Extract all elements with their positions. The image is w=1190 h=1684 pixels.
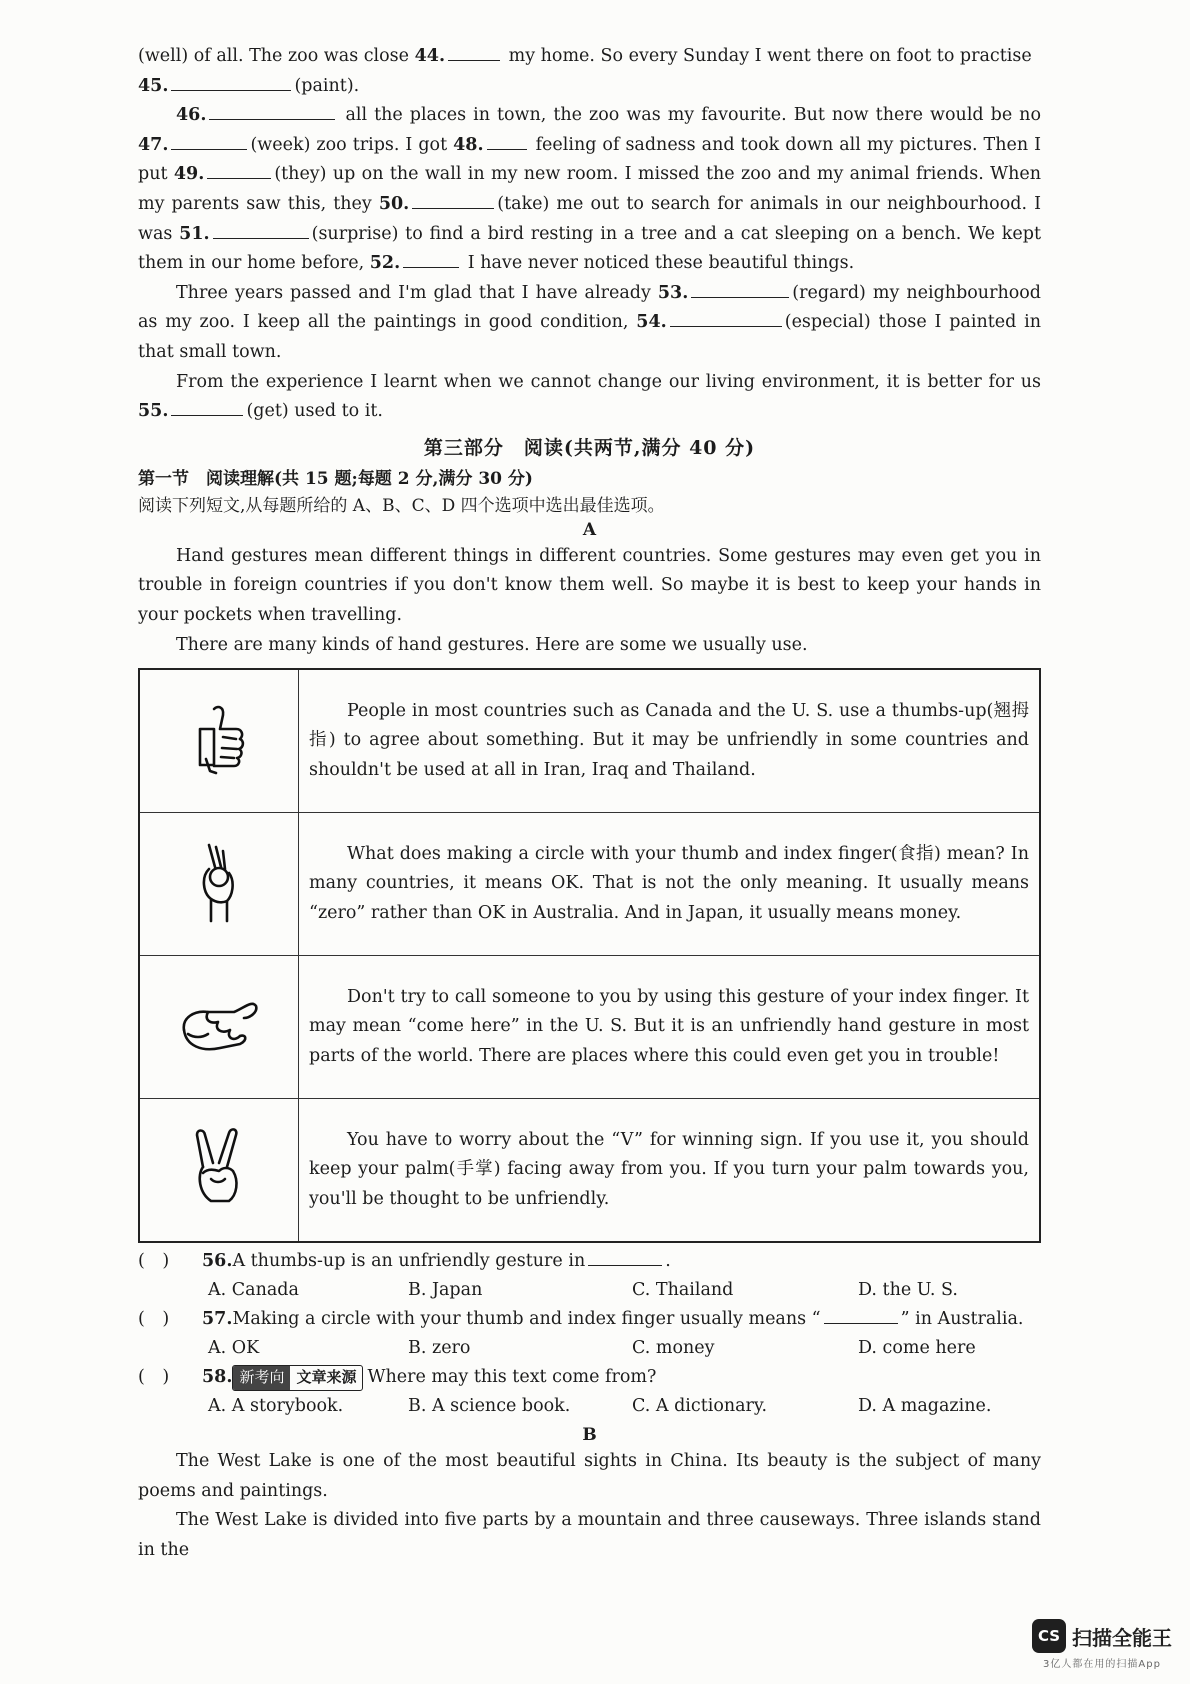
thumbs-up-icon: [139, 669, 299, 813]
blank-46[interactable]: [209, 101, 335, 120]
text: (week) zoo trips. I got: [250, 134, 454, 155]
question-number: 58.: [202, 1367, 233, 1388]
blank-number-54: 54.: [636, 312, 667, 333]
blank-51[interactable]: [213, 220, 309, 239]
option-a[interactable]: A. Canada: [208, 1280, 299, 1301]
blank-number-55: 55.: [138, 401, 169, 422]
question-stem-end: .: [665, 1251, 671, 1272]
question-stem: Where may this text come from?: [367, 1367, 657, 1388]
badge-new-trend: 新考向: [233, 1366, 290, 1390]
badge-text-source: 文章来源: [296, 1368, 357, 1387]
text: my home. So every Sunday I went there on foot to practise: [503, 46, 1032, 66]
watermark-app-name: 扫描全能王: [1072, 1625, 1172, 1650]
cloze-paragraph-1: [138, 42, 1041, 101]
blank-50[interactable]: [412, 190, 494, 209]
section-title: 第三部分 阅读(共两节,满分 40 分): [423, 436, 756, 459]
camscanner-logo-icon: CS: [1032, 1619, 1066, 1653]
option-d[interactable]: D. the U. S.: [858, 1280, 958, 1301]
option-c[interactable]: C. A dictionary.: [632, 1396, 768, 1417]
passage-a-paragraph-2: There are many kinds of hand gestures. Here are some we usually use.: [176, 634, 808, 655]
gesture-description: What does making a circle with your thumb and index finger(食指) mean? In many countries, it means OK. That is not the only meaning. It usually means “zero” rather than OK in Australia. And in Japan, it usually means money.: [299, 813, 1041, 956]
passage-a-paragraph-1: Hand gestures mean different things in different countries. Some gestures may even get you in trouble in foreign countries if you don't know them well. So maybe it is best to keep your hands in your pockets when travelling.: [138, 545, 1041, 625]
passage-a-letter: A: [582, 519, 597, 540]
cloze-paragraph-2: [138, 101, 1041, 279]
gesture-description: You have to worry about the “V” for winning sign. If you use it, you should keep your palm(手掌) facing away from you. If you turn your palm towards you, you'll be thought to be unfriendly.: [299, 1099, 1041, 1243]
text: (they) up on the wall in my new room. I missed the zoo and my animal friends. When my parents saw this, they: [138, 164, 1041, 214]
blank-number-50: 50.: [378, 193, 410, 214]
blank-number-44: 44.: [414, 46, 446, 66]
blank-45[interactable]: [171, 72, 291, 91]
text: (take) me out to search for animals in our neighbourhood. I was: [138, 193, 1041, 244]
option-a[interactable]: A. A storybook.: [208, 1396, 344, 1417]
option-b[interactable]: B. zero: [408, 1338, 471, 1359]
question-number: 56.: [202, 1251, 233, 1272]
blank-53[interactable]: [691, 279, 789, 298]
blank-44[interactable]: [448, 42, 500, 61]
blank-55[interactable]: [171, 397, 243, 416]
gesture-table: [138, 668, 1041, 1243]
option-b[interactable]: B. Japan: [408, 1280, 483, 1301]
cloze-paragraph-3: [138, 279, 1041, 368]
text: (especial) those I painted in that small town.: [138, 312, 1041, 362]
text: Three years passed and I'm glad that I have already: [176, 282, 658, 303]
sub-section-title: 第一节 阅读理解(共 15 题;每题 2 分,满分 30 分): [138, 468, 533, 489]
scanner-watermark: [1032, 1619, 1172, 1670]
question-56: [138, 1247, 1041, 1305]
exam-page: [138, 42, 1041, 1565]
question-stem: A thumbs-up is an unfriendly gesture in: [232, 1251, 586, 1272]
passage-b-letter: B: [582, 1425, 597, 1446]
blank-number-47: 47.: [138, 134, 169, 155]
blank-number-48: 48.: [453, 134, 484, 155]
beckoning-finger-icon: [139, 956, 299, 1099]
question-tag-badge: [232, 1365, 363, 1391]
question-stem-end: ” in Australia.: [900, 1309, 1024, 1330]
option-c[interactable]: C. Thailand: [632, 1280, 734, 1301]
answer-bracket[interactable]: ( ): [138, 1367, 170, 1388]
v-sign-icon: [139, 1099, 299, 1243]
gesture-description: Don't try to call someone to you by using this gesture of your index finger. It may mean “come here” in the U. S. But it is an unfriendly hand gesture in most parts of the world. There are places where this could even get you in trouble!: [299, 956, 1041, 1099]
answer-blank: [588, 1247, 662, 1266]
option-d[interactable]: D. come here: [858, 1338, 976, 1359]
text: From the experience I learnt when we cannot change our living environment, it is better for us: [176, 371, 1041, 392]
gesture-row: [139, 1099, 1040, 1243]
gesture-row: [139, 813, 1040, 956]
ok-sign-icon: [139, 813, 299, 956]
gesture-row: [139, 956, 1040, 1099]
text: (surprise) to find a bird resting in a tree and a cat sleeping on a bench. We kept them in our home before,: [138, 223, 1041, 274]
blank-52[interactable]: [403, 249, 459, 268]
cloze-paragraph-4: [138, 368, 1041, 427]
option-d[interactable]: D. A magazine.: [858, 1396, 992, 1417]
blank-number-52: 52.: [369, 253, 401, 274]
watermark-tagline: 3亿人都在用的扫描App: [1043, 1659, 1161, 1670]
blank-48[interactable]: [487, 131, 527, 150]
answer-blank: [824, 1305, 898, 1324]
option-a[interactable]: A. OK: [208, 1338, 260, 1359]
answer-bracket[interactable]: ( ): [138, 1251, 170, 1272]
question-number: 57.: [202, 1309, 233, 1330]
instruction-text: 阅读下列短文,从每题所给的 A、B、C、D 四个选项中选出最佳选项。: [138, 495, 665, 516]
text: (get) used to it.: [246, 401, 383, 422]
blank-number-45: 45.: [138, 75, 169, 96]
passage-b-paragraph-2: The West Lake is divided into five parts by a mountain and three causeways. Three islands stand in the: [138, 1510, 1041, 1560]
text: (well) of all. The zoo was close: [138, 46, 415, 66]
blank-47[interactable]: [171, 131, 247, 150]
blank-49[interactable]: [207, 160, 271, 179]
blank-number-53: 53.: [657, 282, 689, 303]
question-stem: Making a circle with your thumb and index finger usually means “: [232, 1309, 821, 1330]
text: feeling of sadness and took down all my pictures. Then I put: [138, 134, 1041, 185]
question-58: [138, 1363, 1041, 1421]
blank-54[interactable]: [670, 308, 782, 327]
answer-bracket[interactable]: ( ): [138, 1309, 170, 1330]
text: I have never noticed these beautiful things.: [462, 253, 855, 274]
option-b[interactable]: B. A science book.: [408, 1396, 571, 1417]
blank-number-51: 51.: [179, 223, 210, 244]
blank-number-49: 49.: [173, 164, 205, 185]
gesture-row: [139, 669, 1040, 813]
option-c[interactable]: C. money: [632, 1338, 715, 1359]
text: all the places in town, the zoo was my favourite. But now there would be no: [338, 105, 1041, 126]
question-57: [138, 1305, 1041, 1363]
blank-number-46: 46.: [176, 105, 207, 126]
text: (regard) my neighbourhood as my zoo. I keep all the paintings in good condition,: [138, 282, 1041, 333]
text: (paint).: [294, 75, 360, 96]
passage-b-paragraph-1: The West Lake is one of the most beautiful sights in China. Its beauty is the subject of many poems and paintings.: [138, 1451, 1041, 1501]
gesture-description: People in most countries such as Canada and the U. S. use a thumbs-up(翘拇指) to agree about something. But it may be unfriendly in some countries and shouldn't be used at all in Iran, Iraq and Thailand.: [299, 669, 1041, 813]
